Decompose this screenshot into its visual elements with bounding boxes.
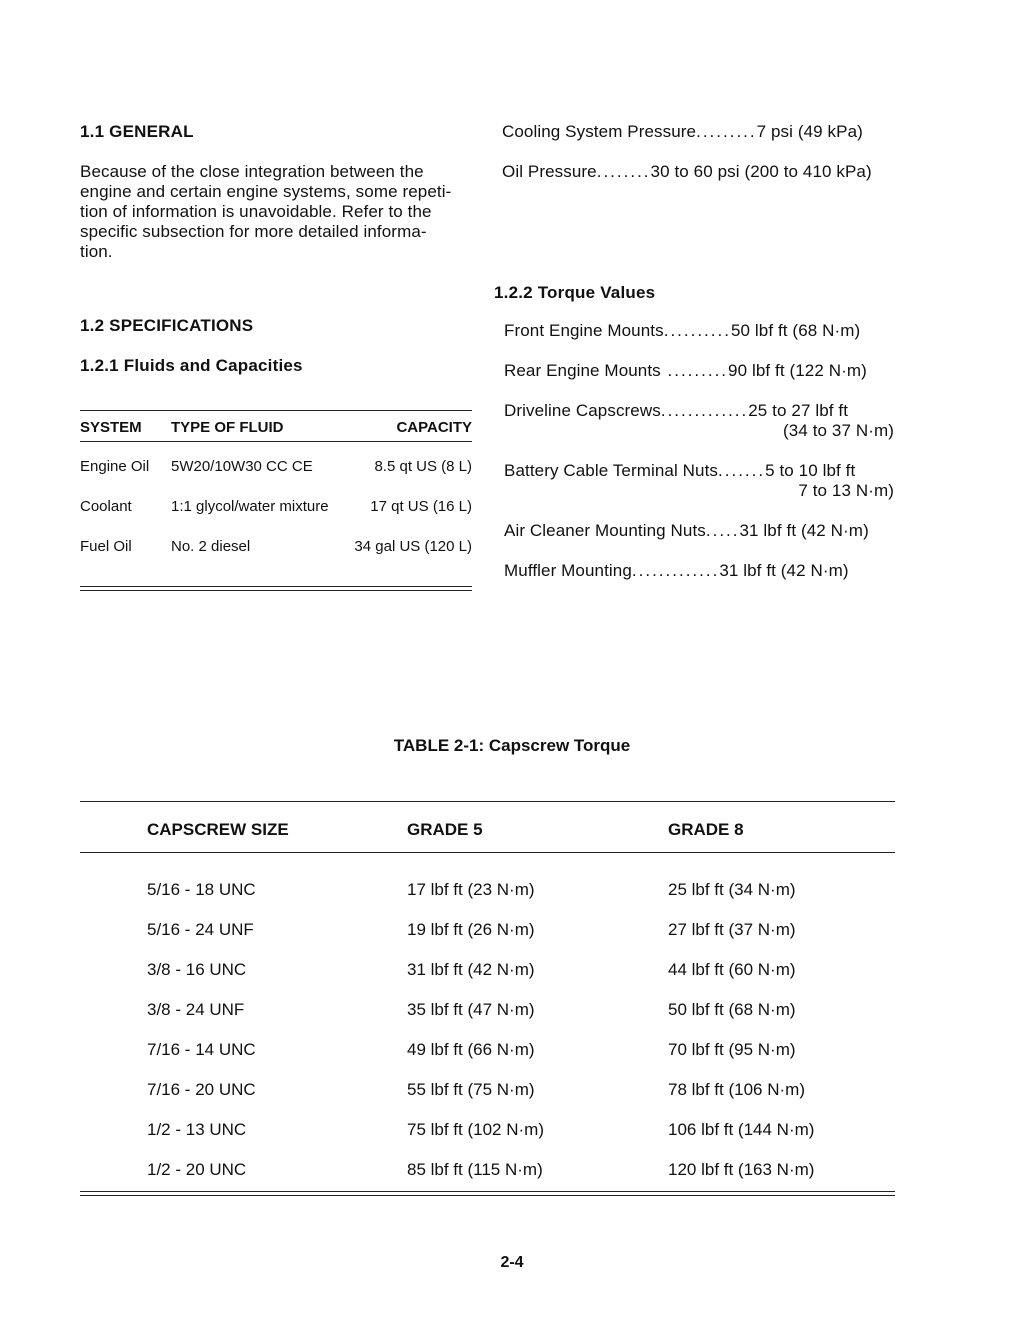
dot-leader: ......... [660,361,729,380]
cell-type: 5W20/10W30 CC CE [171,458,313,475]
paragraph-line: tion of information is unavoidable. Refer to the [80,202,432,221]
dot-leader: ....... [718,461,766,480]
dot-leader: ........ [596,162,651,181]
page-number: 2-4 [500,1254,524,1271]
table-row [80,522,472,562]
table-row [80,442,472,482]
cell-system: Fuel Oil [80,538,132,555]
spec-value: 90 lbf ft (122 N·m) [728,361,867,380]
dot-leader: ......... [696,122,757,141]
cell-size: 3/8 - 16 UNC [147,960,247,979]
cell-size: 1/2 - 13 UNC [147,1120,247,1139]
header-capacity: CAPACITY [396,419,472,436]
cell-size: 5/16 - 24 UNF [147,920,254,939]
fluids-heading: 1.2.1 Fluids and Capacities [80,356,303,375]
cell-capacity: 8.5 qt US (8 L) [374,458,472,475]
fluids-table-header [80,411,472,441]
torque-muffler-mounting [504,561,896,581]
paragraph-line: tion. [80,242,113,261]
cell-grade-8: 25 lbf ft (34 N·m) [668,880,796,899]
cell-grade-5: 35 lbf ft (47 N·m) [407,1000,535,1019]
cell-grade-5: 31 lbf ft (42 N·m) [407,960,535,979]
spec-value: 31 lbf ft (42 N·m) [739,521,869,540]
cell-grade-5: 17 lbf ft (23 N·m) [407,880,535,899]
spec-label: Front Engine Mounts [504,321,664,340]
cell-grade-5: 75 lbf ft (102 N·m) [407,1120,544,1139]
header-capscrew-size: CAPSCREW SIZE [147,820,289,839]
cell-size: 5/16 - 18 UNC [147,880,256,899]
capscrew-table-header [80,802,895,853]
capscrew-table-title: TABLE 2-1: Capscrew Torque [393,736,631,755]
cell-size: 1/2 - 20 UNC [147,1160,247,1179]
capscrew-table [80,801,895,1196]
cell-system: Coolant [80,498,132,515]
spec-value-continued: (34 to 37 N·m) [783,421,894,440]
torque-battery-cable-terminal-nuts [504,461,894,501]
cell-type: 1:1 glycol/water mixture [171,498,329,515]
table-row [80,1093,895,1139]
torque-air-cleaner-mounting-nuts [504,521,896,541]
dot-leader: ............. [631,561,720,580]
cell-grade-5: 55 lbf ft (75 N·m) [407,1080,535,1099]
specifications-heading: 1.2 SPECIFICATIONS [80,316,254,335]
cell-grade-8: 120 lbf ft (163 N·m) [668,1160,815,1179]
spec-value: 25 to 27 lbf ft [748,401,849,420]
header-system: SYSTEM [80,419,142,436]
spec-label: Battery Cable Terminal Nuts [504,461,719,480]
cell-grade-5: 85 lbf ft (115 N·m) [407,1160,543,1179]
spec-oil-pressure [502,162,894,182]
spec-value: 7 psi (49 kPa) [756,122,863,141]
cell-grade-8: 44 lbf ft (60 N·m) [668,960,796,979]
header-grade-8: GRADE 8 [668,820,744,839]
general-paragraph [80,162,474,262]
dot-leader: ............. [660,401,749,420]
spec-value: 50 lbf ft (68 N·m) [730,321,861,340]
torque-driveline-capscrews [504,401,894,441]
cell-size: 7/16 - 14 UNC [147,1040,256,1059]
cell-size: 3/8 - 24 UNF [147,1000,245,1019]
cell-grade-5: 19 lbf ft (26 N·m) [407,920,535,939]
spec-value-continued: 7 to 13 N·m) [798,481,894,500]
spec-value: 31 lbf ft (42 N·m) [719,561,849,580]
table-row [80,973,895,1019]
table-row [80,482,472,522]
table-row [80,1013,895,1059]
cell-grade-8: 27 lbf ft (37 N·m) [668,920,796,939]
cell-size: 7/16 - 20 UNC [147,1080,256,1099]
dot-leader: .......... [663,321,731,340]
spec-cooling-pressure [502,122,894,142]
spec-label: Muffler Mounting [504,561,632,580]
cell-system: Engine Oil [80,458,150,475]
cell-grade-5: 49 lbf ft (66 N·m) [407,1040,535,1059]
spec-label: Rear Engine Mounts [504,361,661,380]
spec-value: 30 to 60 psi (200 to 410 kPa) [650,162,872,181]
spec-label: Air Cleaner Mounting Nuts [504,521,706,540]
paragraph-line: engine and certain engine systems, some repeti- [80,182,452,201]
table-row [80,853,895,899]
table-double-rule [80,586,472,591]
paragraph-line: Because of the close integration between the [80,162,424,181]
header-type: TYPE OF FLUID [171,419,284,436]
general-heading: 1.1 GENERAL [80,122,194,141]
torque-heading: 1.2.2 Torque Values [494,283,656,302]
torque-rear-engine-mounts [504,361,896,381]
cell-grade-8: 70 lbf ft (95 N·m) [668,1040,796,1059]
cell-capacity: 34 gal US (120 L) [354,538,472,555]
spec-value: 5 to 10 lbf ft [765,461,856,480]
fluids-table [80,410,472,591]
torque-front-engine-mounts [504,321,896,341]
cell-grade-8: 78 lbf ft (106 N·m) [668,1080,805,1099]
dot-leader: ..... [705,521,740,540]
cell-grade-8: 50 lbf ft (68 N·m) [668,1000,796,1019]
cell-type: No. 2 diesel [171,538,251,555]
header-grade-5: GRADE 5 [407,820,483,839]
cell-grade-8: 106 lbf ft (144 N·m) [668,1120,815,1139]
table-double-rule [80,1191,895,1196]
cell-capacity: 17 qt US (16 L) [370,498,472,515]
paragraph-line: specific subsection for more detailed informa- [80,222,427,241]
spec-label: Oil Pressure [502,162,597,181]
spec-label: Cooling System Pressure [502,122,697,141]
spec-label: Driveline Capscrews [504,401,661,420]
table-row [80,893,895,939]
table-row [80,1133,895,1179]
table-row [80,1053,895,1099]
table-row [80,933,895,979]
